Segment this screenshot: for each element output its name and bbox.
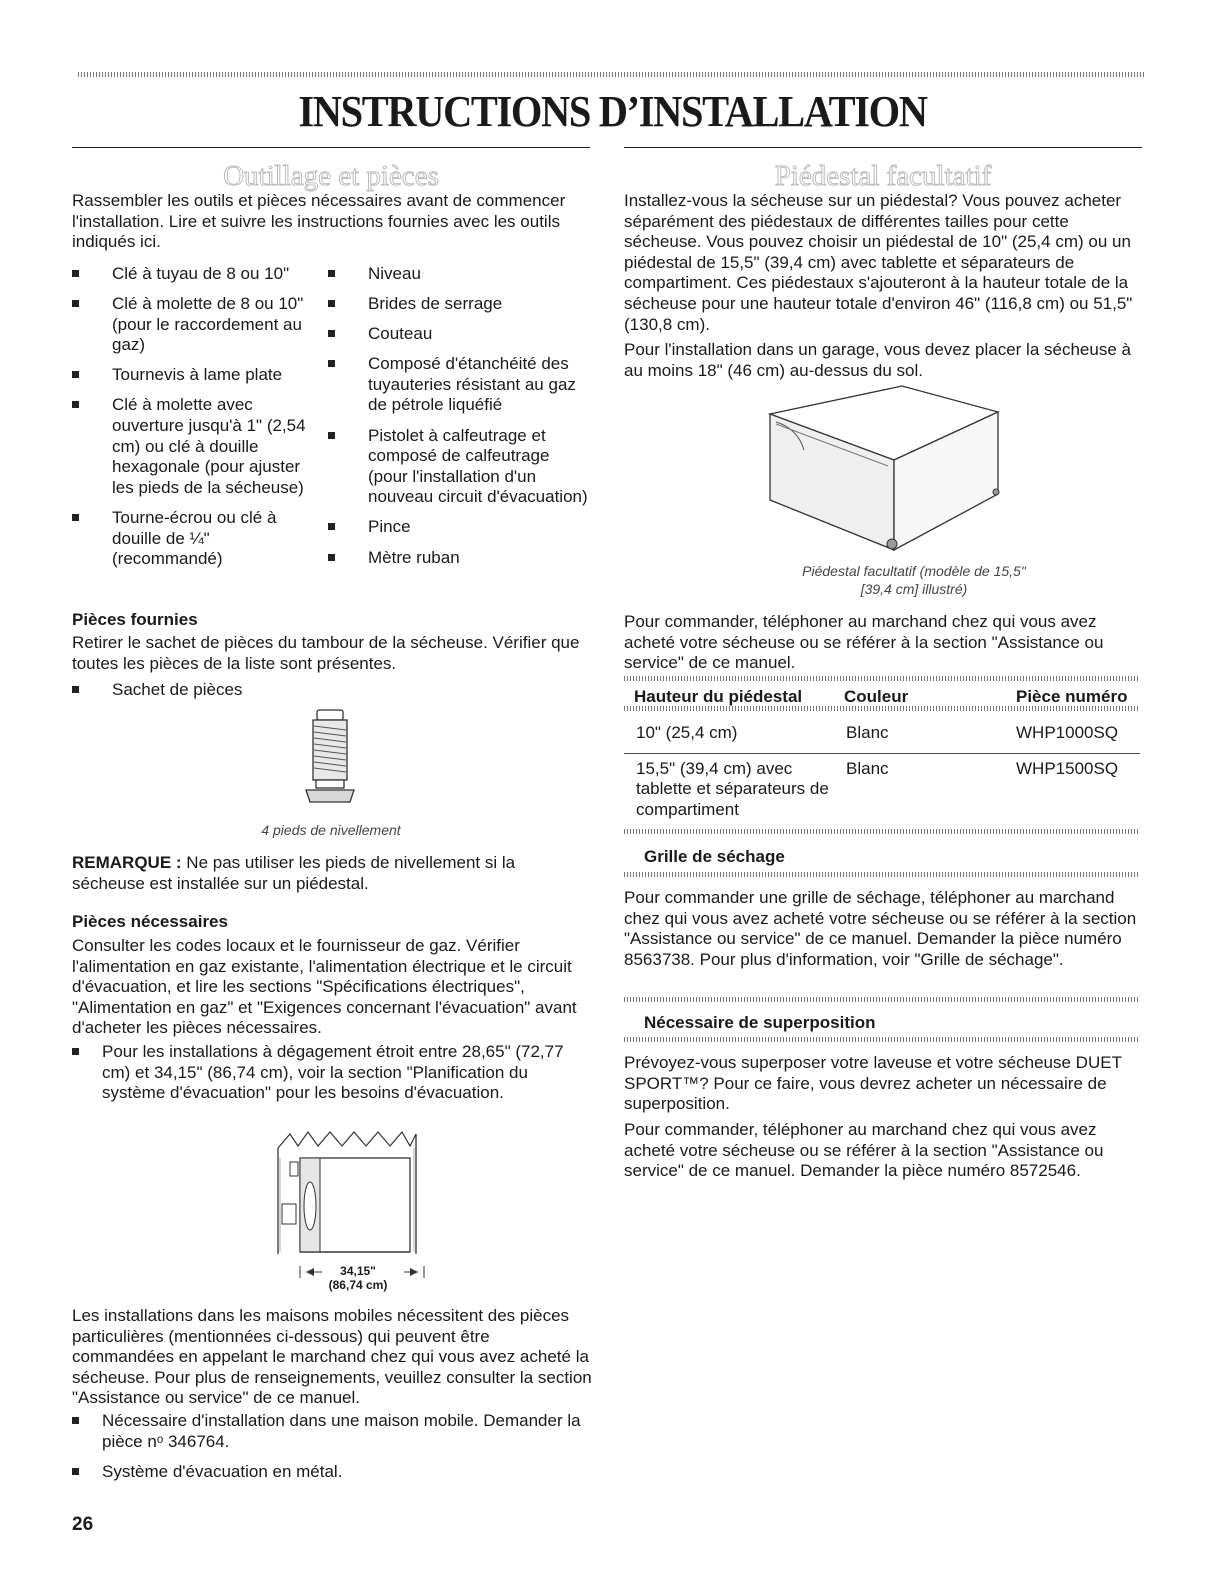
list-item: Brides de serrage: [328, 294, 590, 315]
pedestal-intro: Installez-vous la sécheuse sur un piédestal? Vous pouvez acheter séparément des piédestaux de différentes tailles pour cette sécheuse. Vous pouvez choisir un piédestal de 10" (25,4 cm) ou un piédestal de 15,5" (39,4 cm) avec tablette et séparateurs de compartiment. Ces piédestaux s'ajouteront à la hauteur totale de la sécheuse pour une hauteur totale d'environ 46" (116,8 cm) ou 51,5" (130,8 cm).: [624, 191, 1133, 334]
pedestal-table: [624, 681, 1140, 829]
pedestal-illustration: [760, 380, 1006, 556]
tools-parts-heading: Outillage et pièces: [223, 160, 439, 192]
parts-supplied-heading: Pièces fournies: [72, 610, 198, 629]
list-item: Clé à molette de 8 ou 10" (pour le raccordement au gaz): [72, 294, 322, 356]
note-label: REMARQUE :: [72, 853, 182, 872]
pedestal-caption-line2: [39,4 cm] illustré): [860, 581, 968, 597]
dimension-inches: 34,15": [340, 1264, 376, 1278]
list-item: Nécessaire d'installation dans une maison mobile. Demander la pièce nᵒ 346764.: [72, 1411, 592, 1452]
list-item: Pour les installations à dégagement étroit entre 28,65" (72,77 cm) et 34,15" (86,74 cm), voir la section "Planification du système d'évacuation" pour les besoins d'évacuation.: [72, 1042, 572, 1104]
parts-needed-heading: Pièces nécessaires: [72, 912, 228, 931]
note-text: Ne pas utiliser les pieds de nivellement si la sécheuse est installée sur un piédestal.: [72, 853, 516, 893]
table-cell: Blanc: [846, 723, 889, 742]
table-header-height: Hauteur du piédestal: [634, 687, 803, 706]
list-item: Niveau: [328, 264, 590, 285]
list-item: Clé à molette avec ouverture jusqu'à 1" (2,54 cm) ou clé à douille hexagonale (pour ajuster les pieds de la sécheuse): [72, 395, 322, 498]
table-header-row: [624, 681, 1140, 716]
list-item: Tournevis à lame plate: [72, 365, 322, 386]
table-cell: 15,5" (39,4 cm) avec tablette et séparateurs de compartiment: [636, 758, 829, 819]
stack-bottom-rule: [624, 1037, 1140, 1042]
table-cell: WHP1500SQ: [1016, 758, 1119, 778]
table-row: [624, 753, 1140, 829]
list-item: Mètre ruban: [328, 548, 590, 569]
stack-top-rule: [624, 997, 1140, 1002]
table-header-part: Pièce numéro: [1016, 687, 1128, 706]
parts-supplied-text: Retirer le sachet de pièces du tambour de la sécheuse. Vérifier que toutes les pièces de la liste sont présentes.: [72, 633, 580, 673]
tools-intro: Rassembler les outils et pièces nécessaires avant de commencer l'installation. Lire et suivre les instructions fournies avec les outils indiqués ici.: [72, 191, 566, 252]
left-section-rule: [72, 147, 590, 148]
parts-needed-list: [72, 1042, 572, 1113]
pedestal-order-text: Pour commander, téléphoner au marchand chez qui vous avez acheté votre sécheuse ou se référer à la section "Assistance ou service" de ce manuel.: [624, 612, 1104, 673]
page-title: INSTRUCTIONS D’INSTALLATION: [298, 87, 927, 136]
rack-top-rule: [624, 829, 1140, 834]
table-cell: 10" (25,4 cm): [636, 723, 738, 742]
leveling-foot-illustration: [300, 708, 360, 806]
mobile-home-list: [72, 1411, 592, 1492]
page-number: 26: [72, 1514, 94, 1535]
stacking-kit-heading: Nécessaire de superposition: [644, 1013, 876, 1032]
tools-list-col1: [72, 264, 322, 579]
list-item: Clé à tuyau de 8 ou 10": [72, 264, 322, 285]
dimension-label: [320, 1264, 396, 1292]
parts-needed-text: Consulter les codes locaux et le fournisseur de gaz. Vérifier l'alimentation en gaz existante, l'alimentation électrique et le circuit d'évacuation, et lire les sections "Spécifications électriques", "Alimentation en gaz" et "Exigences concernant l'évacuation" avant d'acheter les pièces nécessaires.: [72, 936, 577, 1038]
list-item: Composé d'étanchéité des tuyauteries résistant au gaz de pétrole liquéfié: [328, 354, 590, 416]
drying-rack-text: Pour commander une grille de séchage, téléphoner au marchand chez qui vous avez acheté votre sécheuse ou se référer à la section "Assistance ou service" de ce manuel. Demander la pièce numéro 8563738. Pour plus d'information, voir "Grille de séchage".: [624, 888, 1137, 969]
dimension-cm: (86,74 cm): [328, 1278, 388, 1292]
list-item: Système d'évacuation en métal.: [72, 1462, 592, 1483]
stacking-kit-text-1: Prévoyez-vous superposer votre laveuse et votre sécheuse DUET SPORT™? Pour ce faire, vous devrez acheter un nécessaire de superposition.: [624, 1053, 1122, 1114]
table-row: [624, 716, 1140, 754]
note-paragraph: [72, 853, 592, 894]
garage-text: Pour l'installation dans un garage, vous devez placer la sécheuse à au moins 18" (46 cm) au-dessus du sol.: [624, 340, 1131, 380]
pedestal-caption-line1: Piédestal facultatif (modèle de 15,5": [802, 563, 1026, 579]
stacking-kit-text-2: Pour commander, téléphoner au marchand chez qui vous avez acheté votre sécheuse ou se référer à la section "Assistance ou service" de ce manuel. Demander la pièce numéro 8572546.: [624, 1120, 1104, 1181]
list-item: Pistolet à calfeutrage et composé de calfeutrage (pour l'installation d'un nouveau circuit d'évacuation): [328, 426, 590, 508]
top-rule: [78, 72, 1144, 77]
list-item: Sachet de pièces: [72, 680, 592, 701]
list-item: Tourne-écrou ou clé à douille de ¼" (recommandé): [72, 508, 322, 570]
list-item: Pince: [328, 517, 590, 538]
table-header-color: Couleur: [844, 687, 909, 706]
pedestal-heading: Piédestal facultatif: [774, 160, 992, 192]
rack-bottom-rule: [624, 872, 1140, 877]
table-cell: WHP1000SQ: [1016, 723, 1119, 742]
mobile-home-text: Les installations dans les maisons mobiles nécessitent des pièces particulières (mentionnées ci-dessous) qui peuvent être commandées en appelant le marchand chez qui vous avez acheté la sécheuse. Pour plus de renseignements, veuillez consulter la section "Assistance ou service" de ce manuel.: [72, 1306, 592, 1408]
table-cell: Blanc: [846, 758, 889, 778]
tools-list-col2: [328, 264, 590, 578]
parts-supplied-list: [72, 680, 592, 710]
drying-rack-heading: Grille de séchage: [644, 847, 785, 866]
list-item: Couteau: [328, 324, 590, 345]
pedestal-caption: [624, 562, 1204, 598]
right-section-rule: [624, 147, 1142, 148]
foot-caption: 4 pieds de nivellement: [261, 822, 401, 838]
